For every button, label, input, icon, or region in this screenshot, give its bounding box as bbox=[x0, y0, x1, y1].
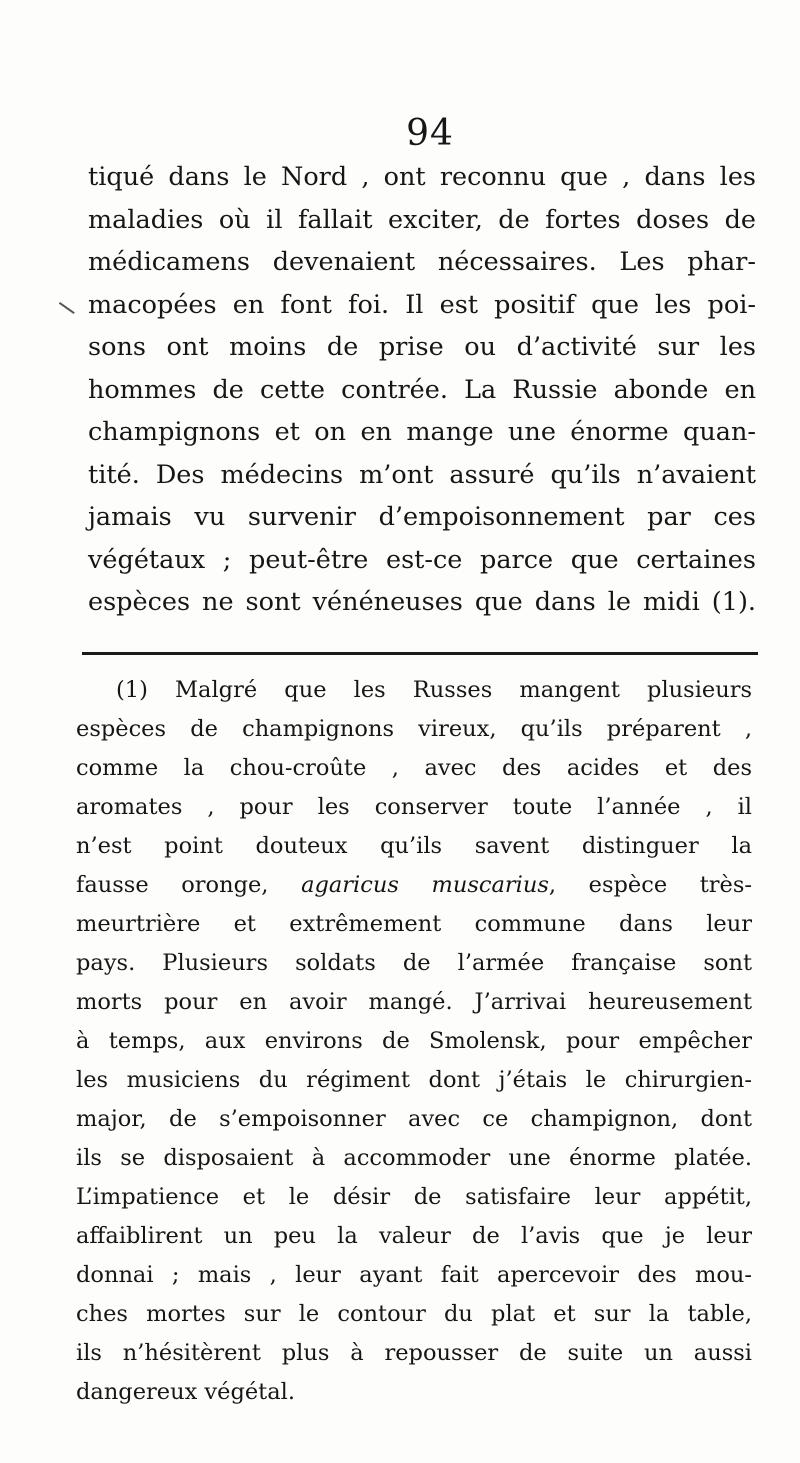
footnote-line: pays. Plusieurs soldats de l’armée française sont bbox=[76, 950, 752, 976]
footnote-line: aromates , pour les conserver toute l’année , il bbox=[76, 794, 752, 820]
text-line: tité. Des médecins m’ont assuré qu’ils n’avaient bbox=[88, 459, 756, 490]
footnote-line: meurtrière et extrêmement commune dans leur bbox=[76, 911, 752, 937]
footnote-line: les musiciens du régiment dont j’étais le chirurgien- bbox=[76, 1067, 752, 1093]
footnote-text: fausse oronge, bbox=[76, 872, 302, 898]
text-line: jamais vu survenir d’empoisonnement par ces bbox=[88, 502, 756, 532]
text-line: champignons et on en mange une énorme quan- bbox=[88, 417, 756, 447]
footnote-line: donnai ; mais , leur ayant fait apercevoir des mou- bbox=[76, 1262, 752, 1288]
footnote bbox=[76, 671, 752, 1412]
footnote-text: , espèce très- bbox=[548, 872, 752, 898]
footnote-line: ils se disposaient à accommoder une énorme platée. bbox=[76, 1145, 752, 1171]
footnote-line: affaiblirent un peu la valeur de l’avis que je leur bbox=[76, 1223, 752, 1249]
footnote-line: ches mortes sur le contour du plat et sur la table, bbox=[76, 1301, 752, 1327]
text-line: végétaux ; peut-être est-ce parce que certaines bbox=[88, 544, 756, 575]
footnote-line: major, de s’empoisonner avec ce champignon, dont bbox=[76, 1106, 752, 1132]
text-line: macopées en font foi. Il est positif que les poi- bbox=[88, 289, 756, 320]
species-name: agaricus muscarius bbox=[301, 872, 549, 898]
footnote-line: dangereux végétal. bbox=[76, 1379, 295, 1405]
footnote-rule bbox=[82, 652, 758, 655]
text-line: sons ont moins de prise ou d’activité sur les bbox=[88, 332, 756, 362]
text-line: médicamens devenaient nécessaires. Les phar- bbox=[88, 247, 756, 277]
text-line: hommes de cette contrée. La Russie abonde en bbox=[88, 374, 756, 405]
footnote-line: à temps, aux environs de Smolensk, pour empêcher bbox=[76, 1028, 752, 1054]
footnote-line: morts pour en avoir mangé. J’arrivai heureusement bbox=[76, 989, 752, 1015]
text-line: maladies où il fallait exciter, de fortes doses de bbox=[88, 204, 756, 235]
footnote-line-species bbox=[76, 866, 752, 905]
main-text bbox=[88, 156, 756, 624]
footnote-line: L’impatience et le désir de satisfaire leur appétit, bbox=[76, 1184, 752, 1210]
text-line: tiqué dans le Nord , ont reconnu que , dans les bbox=[88, 162, 756, 192]
page-number: 94 bbox=[406, 113, 454, 154]
footnote-line: espèces de champignons vireux, qu’ils préparent , bbox=[76, 716, 752, 742]
footnote-line: (1) Malgré que les Russes mangent plusieurs bbox=[116, 677, 752, 703]
margin-mark bbox=[51, 302, 75, 325]
text-line: espèces ne sont vénéneuses que dans le midi (1). bbox=[88, 587, 756, 617]
footnote-line: comme la chou-croûte , avec des acides et des bbox=[76, 755, 752, 781]
footnote-line: n’est point douteux qu’ils savent distinguer la bbox=[76, 833, 752, 859]
footnote-line: ils n’hésitèrent plus à repousser de suite un aussi bbox=[76, 1340, 752, 1366]
